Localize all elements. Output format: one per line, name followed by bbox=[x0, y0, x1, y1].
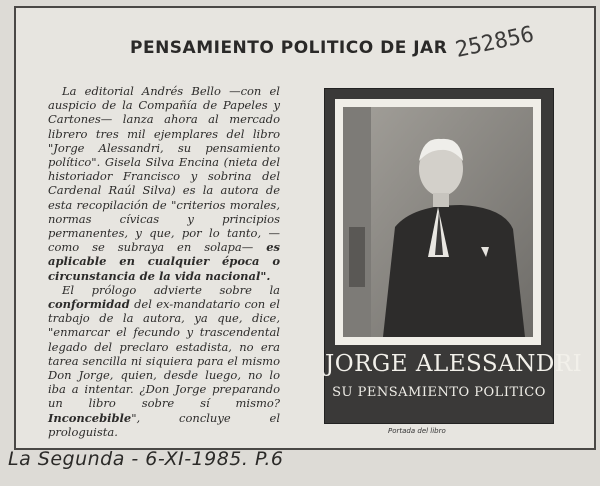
article-text: ", concluye el prologuista. bbox=[48, 410, 280, 439]
cover-subtitle: SU PENSAMIENTO POLITICO bbox=[332, 385, 546, 400]
article-bold-text: conformidad bbox=[48, 297, 130, 312]
handwritten-source-note: La Segunda - 6-XI-1985. P.6 bbox=[8, 448, 284, 470]
portrait-illustration bbox=[343, 107, 533, 337]
archive-number: 252856 bbox=[453, 22, 537, 63]
article-text: del ex-mandatario con el trabajo de la autora, ya que, dice, "enmarcar el fecundo y trascendental legado del preclaro estadista, no era tarea sencilla ni siquiera para el mismo Don Jorge, quien, desde luego, no lo iba a intentar. ¿Don Jorge preparando un libro sobre sí mismo? bbox=[48, 297, 280, 411]
photo-caption: Portada del libro bbox=[388, 427, 446, 435]
article-body bbox=[48, 84, 280, 439]
article-text: El prólogo advierte sobre la bbox=[62, 282, 280, 297]
article-paragraph-2 bbox=[48, 283, 280, 439]
headline: PENSAMIENTO POLITICO DE JAR bbox=[130, 38, 448, 58]
article-text: La editorial Andrés Bello —con el auspicio de la Compañía de Papeles y Cartones— lanza ahora al mercado librero tres mil ejemplares del libro "Jorge Alessandri, su pensamiento político". Gisela Silva Encina (nieta del historiador Francisco y sobrina del Cardenal Raúl Silva) es la autora de esta recopilación de "criterios morales, normas cívicas y principios permanentes, y que, por lo tanto, —como se subraya en solapa— bbox=[48, 84, 280, 255]
cover-photo-frame bbox=[335, 99, 541, 345]
cover-title: JORGE ALESSANDRI bbox=[325, 351, 583, 377]
article-bold-text: Inconcebible bbox=[48, 410, 132, 425]
portrait-photo bbox=[343, 107, 533, 337]
book-cover bbox=[324, 88, 583, 424]
article-bold-text: es aplicable en cualquier época o circunstancia de la vida nacional". bbox=[48, 240, 280, 283]
article-paragraph-1 bbox=[48, 84, 280, 283]
